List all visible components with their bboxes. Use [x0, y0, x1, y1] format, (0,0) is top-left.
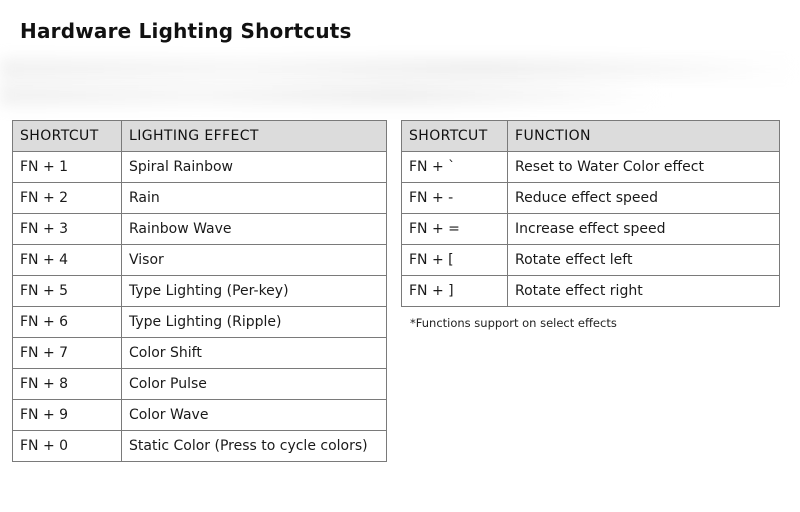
- blurred-text-line: [0, 58, 800, 80]
- shortcut-cell: FN + 5: [13, 276, 122, 307]
- effect-cell: Rain: [122, 183, 387, 214]
- table-row: [402, 276, 780, 307]
- effect-cell: Type Lighting (Per-key): [122, 276, 387, 307]
- effect-cell: Static Color (Press to cycle colors): [122, 431, 387, 462]
- function-cell: Rotate effect left: [508, 245, 780, 276]
- function-shortcuts-table: [401, 120, 780, 307]
- shortcut-cell: FN + 6: [13, 307, 122, 338]
- table-row: [13, 431, 387, 462]
- table-row: [13, 400, 387, 431]
- effect-cell: Rainbow Wave: [122, 214, 387, 245]
- shortcut-cell: FN + =: [402, 214, 508, 245]
- shortcut-cell: FN + 9: [13, 400, 122, 431]
- page-title: Hardware Lighting Shortcuts: [20, 19, 352, 43]
- table-row: [13, 245, 387, 276]
- shortcut-cell: FN + 2: [13, 183, 122, 214]
- table-row: [13, 338, 387, 369]
- effect-cell: Type Lighting (Ripple): [122, 307, 387, 338]
- lighting-effects-table: [12, 120, 387, 462]
- effect-cell: Visor: [122, 245, 387, 276]
- column-header-lighting-effect: LIGHTING EFFECT: [122, 121, 387, 152]
- function-cell: Increase effect speed: [508, 214, 780, 245]
- shortcut-cell: FN + 7: [13, 338, 122, 369]
- effect-cell: Color Pulse: [122, 369, 387, 400]
- column-header-function: FUNCTION: [508, 121, 780, 152]
- table-row: [13, 307, 387, 338]
- effect-cell: Color Shift: [122, 338, 387, 369]
- effect-cell: Spiral Rainbow: [122, 152, 387, 183]
- table-header-row: [402, 121, 780, 152]
- table-row: [402, 214, 780, 245]
- shortcut-cell: FN + ]: [402, 276, 508, 307]
- function-cell: Reduce effect speed: [508, 183, 780, 214]
- table-row: [13, 152, 387, 183]
- effect-cell: Color Wave: [122, 400, 387, 431]
- shortcut-cell: FN + [: [402, 245, 508, 276]
- table-header-row: [13, 121, 387, 152]
- shortcut-cell: FN + 8: [13, 369, 122, 400]
- shortcut-cell: FN + 4: [13, 245, 122, 276]
- shortcut-cell: FN + -: [402, 183, 508, 214]
- shortcut-cell: FN + `: [402, 152, 508, 183]
- table-row: [402, 183, 780, 214]
- functions-footnote: *Functions support on select effects: [410, 316, 617, 330]
- table-row: [402, 245, 780, 276]
- shortcut-cell: FN + 1: [13, 152, 122, 183]
- table-row: [13, 276, 387, 307]
- column-header-shortcut: SHORTCUT: [402, 121, 508, 152]
- table-row: [13, 369, 387, 400]
- blurred-text-line: [0, 84, 660, 106]
- function-cell: Reset to Water Color effect: [508, 152, 780, 183]
- column-header-shortcut: SHORTCUT: [13, 121, 122, 152]
- table-row: [402, 152, 780, 183]
- function-cell: Rotate effect right: [508, 276, 780, 307]
- table-row: [13, 214, 387, 245]
- shortcut-cell: FN + 3: [13, 214, 122, 245]
- table-row: [13, 183, 387, 214]
- shortcut-cell: FN + 0: [13, 431, 122, 462]
